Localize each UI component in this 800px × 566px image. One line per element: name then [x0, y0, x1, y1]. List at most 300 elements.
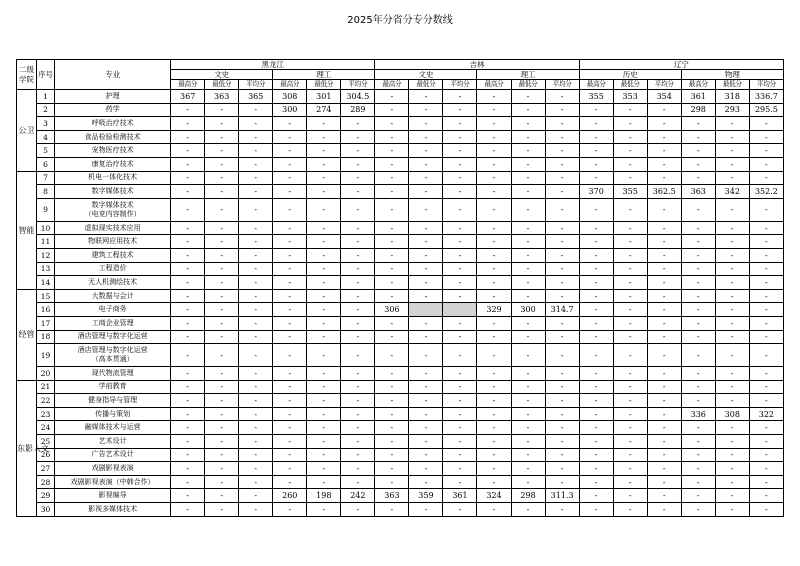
score-cell: -: [477, 435, 511, 449]
score-cell: -: [239, 276, 273, 290]
score-cell: -: [579, 103, 613, 117]
score-cell: -: [375, 117, 409, 131]
score-cell: -: [239, 367, 273, 381]
score-cell: -: [477, 90, 511, 104]
score-cell: [443, 303, 477, 317]
major-cell: 健身指导与管理: [55, 394, 171, 408]
score-cell: -: [443, 235, 477, 249]
score-cell: -: [443, 185, 477, 199]
score-cell: -: [613, 380, 647, 394]
score-cell: -: [239, 421, 273, 435]
score-cell: -: [579, 475, 613, 489]
score-cell: -: [749, 157, 783, 171]
score-cell: -: [477, 462, 511, 476]
score-cell: -: [409, 262, 443, 276]
college-cell: 经管: [17, 289, 37, 380]
score-cell: -: [375, 130, 409, 144]
score-cell: -: [443, 157, 477, 171]
score-cell: -: [749, 475, 783, 489]
major-cell: 机电一体化技术: [55, 171, 171, 185]
score-cell: -: [715, 421, 749, 435]
major-cell: 工商企业管理: [55, 316, 171, 330]
score-cell: -: [511, 316, 545, 330]
score-cell: -: [205, 448, 239, 462]
score-cell: -: [545, 221, 579, 235]
score-cell: -: [477, 448, 511, 462]
score-cell: -: [647, 448, 681, 462]
seq-cell: 1: [37, 90, 55, 104]
table-row: [17, 90, 784, 104]
score-cell: -: [239, 394, 273, 408]
score-cell: -: [171, 435, 205, 449]
table-row: [17, 303, 784, 317]
score-cell: -: [239, 330, 273, 344]
score-cell: -: [205, 380, 239, 394]
score-cell: 311.3: [545, 489, 579, 503]
score-cell: -: [409, 435, 443, 449]
seq-cell: 19: [37, 344, 55, 367]
score-cell: -: [647, 103, 681, 117]
score-cell: -: [409, 407, 443, 421]
score-cell: -: [647, 276, 681, 290]
table-row: [17, 367, 784, 381]
major-cell: 数字媒体技术 （电竞内容制作）: [55, 198, 171, 221]
seq-cell: 8: [37, 185, 55, 199]
score-cell: -: [409, 421, 443, 435]
table-row: [17, 330, 784, 344]
score-cell: -: [171, 185, 205, 199]
score-cell: -: [341, 367, 375, 381]
score-cell: -: [681, 421, 715, 435]
score-cell: -: [443, 130, 477, 144]
score-cell: -: [749, 344, 783, 367]
score-cell: -: [511, 235, 545, 249]
score-cell: -: [307, 407, 341, 421]
major-cell: 虚拟现实技术应用: [55, 221, 171, 235]
score-cell: -: [511, 117, 545, 131]
score-cell: -: [307, 448, 341, 462]
score-cell: -: [341, 462, 375, 476]
score-cell: -: [375, 221, 409, 235]
table-row: [17, 235, 784, 249]
score-cell: -: [477, 289, 511, 303]
score-cell: -: [171, 489, 205, 503]
score-cell: -: [681, 380, 715, 394]
score-cell: -: [749, 489, 783, 503]
score-cell: -: [443, 248, 477, 262]
score-cell: -: [171, 235, 205, 249]
table-row: [17, 103, 784, 117]
score-cell: -: [613, 171, 647, 185]
score-cell: -: [443, 144, 477, 158]
score-cell: -: [341, 316, 375, 330]
score-cell: -: [171, 303, 205, 317]
score-cell: -: [205, 289, 239, 303]
score-cell: -: [477, 144, 511, 158]
score-cell: 260: [273, 489, 307, 503]
score-cell: -: [375, 185, 409, 199]
score-cell: -: [545, 380, 579, 394]
major-cell: 酒店管理与数字化运营: [55, 330, 171, 344]
score-cell: -: [715, 144, 749, 158]
header-province: 吉林: [375, 60, 579, 70]
score-cell: -: [681, 221, 715, 235]
table-row: [17, 276, 784, 290]
score-cell: -: [579, 130, 613, 144]
score-cell: -: [545, 421, 579, 435]
major-cell: 宠物医疗技术: [55, 144, 171, 158]
score-cell: 295.5: [749, 103, 783, 117]
table-row: [17, 407, 784, 421]
header-stat: 最高分: [477, 80, 511, 90]
score-cell: -: [715, 462, 749, 476]
score-cell: -: [375, 462, 409, 476]
score-cell: -: [715, 171, 749, 185]
score-cell: -: [307, 117, 341, 131]
score-cell: -: [579, 421, 613, 435]
seq-cell: 7: [37, 171, 55, 185]
score-cell: -: [545, 198, 579, 221]
score-cell: -: [171, 171, 205, 185]
header-stat: 平均分: [647, 80, 681, 90]
score-cell: -: [409, 221, 443, 235]
score-cell: -: [171, 407, 205, 421]
header-stat: 最低分: [715, 80, 749, 90]
score-cell: -: [477, 235, 511, 249]
table-row: [17, 117, 784, 131]
score-cell: -: [205, 276, 239, 290]
score-cell: -: [409, 90, 443, 104]
header-stat: 平均分: [749, 80, 783, 90]
score-cell: -: [613, 330, 647, 344]
seq-cell: 29: [37, 489, 55, 503]
score-cell: -: [205, 330, 239, 344]
score-cell: -: [511, 130, 545, 144]
major-cell: 艺术设计: [55, 435, 171, 449]
score-cell: -: [409, 367, 443, 381]
major-cell: 戏剧影视表演: [55, 462, 171, 476]
score-cell: -: [375, 330, 409, 344]
score-cell: -: [375, 289, 409, 303]
score-cell: -: [171, 475, 205, 489]
seq-cell: 26: [37, 448, 55, 462]
score-cell: 354: [647, 90, 681, 104]
score-cell: -: [715, 117, 749, 131]
score-cell: -: [681, 394, 715, 408]
score-cell: -: [409, 503, 443, 517]
score-cell: -: [239, 316, 273, 330]
score-cell: -: [171, 380, 205, 394]
score-cell: -: [375, 344, 409, 367]
score-cell: -: [579, 235, 613, 249]
score-cell: -: [681, 503, 715, 517]
score-cell: -: [477, 475, 511, 489]
score-cell: 198: [307, 489, 341, 503]
score-cell: 308: [715, 407, 749, 421]
score-cell: -: [273, 171, 307, 185]
score-cell: -: [341, 117, 375, 131]
score-cell: 301: [307, 90, 341, 104]
score-cell: -: [171, 198, 205, 221]
score-cell: -: [715, 316, 749, 330]
score-cell: -: [307, 330, 341, 344]
score-cell: -: [443, 316, 477, 330]
table-row: [17, 448, 784, 462]
major-cell: 大数据与会计: [55, 289, 171, 303]
score-cell: -: [511, 475, 545, 489]
score-cell: -: [443, 198, 477, 221]
score-cell: -: [375, 198, 409, 221]
score-cell: -: [511, 262, 545, 276]
score-cell: -: [375, 421, 409, 435]
score-cell: -: [307, 198, 341, 221]
score-cell: -: [749, 462, 783, 476]
seq-cell: 20: [37, 367, 55, 381]
score-cell: -: [749, 248, 783, 262]
score-cell: -: [511, 157, 545, 171]
score-cell: -: [273, 262, 307, 276]
score-cell: -: [749, 503, 783, 517]
score-cell: -: [545, 448, 579, 462]
major-cell: 物联网应用技术: [55, 235, 171, 249]
score-cell: -: [239, 303, 273, 317]
score-cell: -: [715, 303, 749, 317]
score-cell: -: [511, 462, 545, 476]
score-cell: -: [239, 344, 273, 367]
score-cell: -: [375, 407, 409, 421]
seq-cell: 11: [37, 235, 55, 249]
score-cell: [409, 303, 443, 317]
score-cell: -: [749, 367, 783, 381]
table-row: [17, 394, 784, 408]
table-row: [17, 248, 784, 262]
score-cell: -: [681, 489, 715, 503]
major-cell: 现代物流管理: [55, 367, 171, 381]
score-cell: -: [681, 262, 715, 276]
score-cell: -: [749, 435, 783, 449]
score-cell: -: [613, 448, 647, 462]
score-cell: 324: [477, 489, 511, 503]
score-cell: -: [579, 117, 613, 131]
score-cell: -: [409, 380, 443, 394]
table-row: [17, 221, 784, 235]
score-cell: -: [613, 157, 647, 171]
score-cell: -: [307, 462, 341, 476]
score-cell: -: [307, 262, 341, 276]
page-title: 2025年分省分专分数线: [347, 15, 453, 26]
score-cell: -: [171, 157, 205, 171]
score-cell: -: [239, 262, 273, 276]
major-cell: 酒店管理与数字化运营 （高本贯通）: [55, 344, 171, 367]
table-row: [17, 144, 784, 158]
score-cell: -: [715, 367, 749, 381]
score-cell: -: [511, 407, 545, 421]
score-cell: -: [375, 435, 409, 449]
score-cell: -: [205, 344, 239, 367]
score-cell: -: [409, 462, 443, 476]
header-stat: 平均分: [239, 80, 273, 90]
score-cell: -: [613, 407, 647, 421]
score-cell: -: [375, 262, 409, 276]
header-stat: 最高分: [375, 80, 409, 90]
score-cell: -: [341, 171, 375, 185]
score-cell: -: [749, 221, 783, 235]
header-stat: 平均分: [443, 80, 477, 90]
score-cell: -: [239, 475, 273, 489]
score-cell: -: [511, 144, 545, 158]
score-cell: -: [171, 394, 205, 408]
score-cell: -: [239, 462, 273, 476]
major-cell: 影视编导: [55, 489, 171, 503]
score-cell: -: [273, 289, 307, 303]
score-cell: -: [749, 262, 783, 276]
score-cell: -: [749, 130, 783, 144]
table-row: [17, 171, 784, 185]
score-cell: -: [579, 489, 613, 503]
score-cell: -: [579, 503, 613, 517]
score-cell: -: [647, 407, 681, 421]
score-cell: -: [273, 276, 307, 290]
header-college: 二级学院: [17, 60, 37, 90]
score-cell: -: [409, 394, 443, 408]
score-cell: -: [647, 117, 681, 131]
major-cell: 无人机测绘技术: [55, 276, 171, 290]
major-cell: 广告艺术设计: [55, 448, 171, 462]
score-cell: -: [273, 462, 307, 476]
score-cell: -: [545, 407, 579, 421]
score-cell: -: [579, 276, 613, 290]
score-cell: -: [545, 316, 579, 330]
college-cell: 公卫: [17, 90, 37, 172]
score-cell: 355: [613, 185, 647, 199]
score-cell: -: [239, 435, 273, 449]
score-cell: -: [375, 367, 409, 381]
score-cell: -: [409, 157, 443, 171]
score-cell: -: [273, 144, 307, 158]
score-cell: -: [613, 276, 647, 290]
score-cell: -: [307, 316, 341, 330]
score-cell: -: [477, 117, 511, 131]
score-cell: -: [205, 303, 239, 317]
score-cell: -: [273, 248, 307, 262]
score-cell: 361: [443, 489, 477, 503]
score-cell: -: [307, 235, 341, 249]
header-stat: 最低分: [205, 80, 239, 90]
score-cell: -: [579, 262, 613, 276]
score-cell: -: [205, 144, 239, 158]
score-cell: 329: [477, 303, 511, 317]
score-cell: -: [613, 303, 647, 317]
score-cell: -: [647, 489, 681, 503]
score-cell: -: [647, 462, 681, 476]
score-cell: -: [341, 276, 375, 290]
score-cell: -: [545, 130, 579, 144]
score-cell: -: [443, 367, 477, 381]
score-cell: 342: [715, 185, 749, 199]
score-cell: -: [341, 475, 375, 489]
score-cell: -: [171, 448, 205, 462]
header-stat: 最低分: [613, 80, 647, 90]
seq-cell: 27: [37, 462, 55, 476]
score-cell: -: [205, 157, 239, 171]
score-cell: -: [205, 171, 239, 185]
score-cell: -: [239, 103, 273, 117]
score-cell: -: [579, 462, 613, 476]
score-cell: -: [443, 394, 477, 408]
score-cell: -: [715, 262, 749, 276]
score-cell: -: [477, 221, 511, 235]
score-cell: -: [307, 344, 341, 367]
score-cell: -: [171, 262, 205, 276]
score-cell: -: [443, 289, 477, 303]
score-cell: -: [239, 198, 273, 221]
score-cell: -: [477, 157, 511, 171]
score-cell: -: [477, 248, 511, 262]
score-cell: 353: [613, 90, 647, 104]
score-cell: -: [273, 235, 307, 249]
score-cell: -: [273, 221, 307, 235]
score-cell: -: [579, 330, 613, 344]
score-cell: -: [477, 421, 511, 435]
major-cell: 戏剧影视表演（中韩合作）: [55, 475, 171, 489]
score-cell: -: [715, 394, 749, 408]
score-cell: 355: [579, 90, 613, 104]
score-cell: -: [409, 289, 443, 303]
score-cell: -: [715, 435, 749, 449]
score-cell: -: [205, 235, 239, 249]
score-cell: -: [647, 157, 681, 171]
score-cell: -: [375, 171, 409, 185]
score-cell: 370: [579, 185, 613, 199]
score-cell: -: [715, 198, 749, 221]
score-cell: -: [545, 117, 579, 131]
header-stat: 平均分: [341, 80, 375, 90]
major-cell: 传播与策划: [55, 407, 171, 421]
score-cell: -: [443, 380, 477, 394]
score-cell: -: [681, 344, 715, 367]
score-cell: -: [681, 130, 715, 144]
score-cell: -: [341, 394, 375, 408]
score-cell: -: [579, 380, 613, 394]
score-cell: -: [715, 221, 749, 235]
score-cell: -: [341, 330, 375, 344]
score-cell: -: [477, 198, 511, 221]
score-cell: -: [239, 171, 273, 185]
score-cell: -: [749, 421, 783, 435]
header-track: 文史: [375, 70, 477, 80]
score-cell: -: [341, 344, 375, 367]
score-cell: -: [715, 489, 749, 503]
table-row: [17, 380, 784, 394]
score-cell: 363: [375, 489, 409, 503]
score-cell: -: [341, 198, 375, 221]
header-stat: 最高分: [681, 80, 715, 90]
score-cell: -: [239, 248, 273, 262]
score-cell: -: [307, 276, 341, 290]
score-cell: -: [375, 475, 409, 489]
score-cell: -: [681, 235, 715, 249]
score-cell: -: [613, 198, 647, 221]
score-cell: -: [409, 235, 443, 249]
table-header: [17, 60, 784, 90]
score-cell: -: [477, 330, 511, 344]
score-cell: -: [443, 421, 477, 435]
seq-cell: 28: [37, 475, 55, 489]
score-cell: -: [579, 316, 613, 330]
score-cell: -: [545, 330, 579, 344]
score-cell: -: [443, 503, 477, 517]
score-cell: -: [749, 448, 783, 462]
